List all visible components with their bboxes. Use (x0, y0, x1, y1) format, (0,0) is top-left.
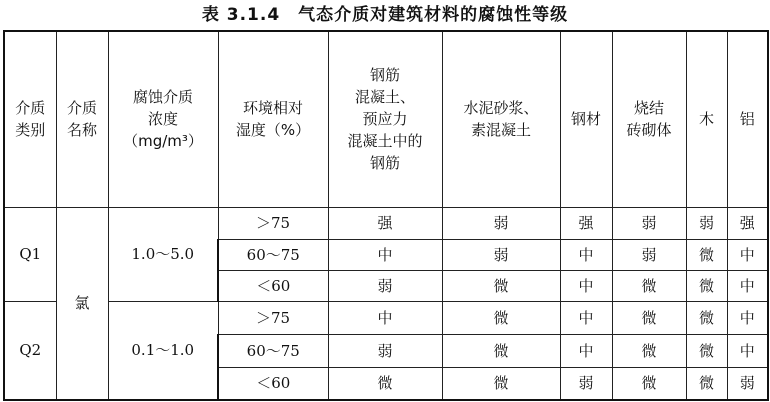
concentration-cell: 1.0～5.0 (108, 207, 218, 301)
medium-class-cell: Q1 (4, 207, 56, 301)
grade-cell: 中 (328, 301, 442, 334)
corrosion-grade-table (3, 30, 769, 401)
humidity-cell: 60～75 (218, 239, 328, 270)
grade-cell: 微 (686, 334, 727, 367)
header-humidity: 环境相对 湿度（%） (218, 31, 328, 207)
grade-cell: 微 (686, 270, 727, 301)
grade-cell: 微 (612, 301, 686, 334)
grade-cell: 弱 (727, 367, 768, 400)
grade-cell: 中 (560, 239, 612, 270)
grade-cell: 弱 (328, 334, 442, 367)
humidity-cell: ＜60 (218, 367, 328, 400)
table-row (4, 207, 768, 239)
grade-cell: 中 (560, 301, 612, 334)
header-rebar-concrete: 钢筋 混凝土、 预应力 混凝土中的 钢筋 (328, 31, 442, 207)
grade-cell: 微 (442, 270, 560, 301)
grade-cell: 弱 (686, 207, 727, 239)
grade-cell: 微 (686, 301, 727, 334)
grade-cell: 弱 (560, 367, 612, 400)
header-row (4, 31, 768, 207)
grade-cell: 微 (442, 334, 560, 367)
grade-cell: 微 (686, 239, 727, 270)
header-wood: 木 (686, 31, 727, 207)
humidity-cell: ＞75 (218, 301, 328, 334)
header-medium-name: 介质 名称 (56, 31, 108, 207)
grade-cell: 微 (442, 301, 560, 334)
grade-cell: 中 (560, 270, 612, 301)
grade-cell: 弱 (442, 239, 560, 270)
grade-cell: 中 (727, 301, 768, 334)
grade-cell: 弱 (328, 270, 442, 301)
table-title: 表 3.1.4 气态介质对建筑材料的腐蚀性等级 (201, 5, 569, 25)
grade-cell: 微 (442, 367, 560, 400)
grade-cell: 弱 (612, 207, 686, 239)
grade-cell: 中 (727, 239, 768, 270)
grade-cell: 中 (727, 270, 768, 301)
header-aluminum: 铝 (727, 31, 768, 207)
concentration-cell: 0.1～1.0 (108, 301, 218, 400)
medium-class-cell: Q2 (4, 301, 56, 400)
humidity-cell: ＜60 (218, 270, 328, 301)
grade-cell: 微 (686, 367, 727, 400)
grade-cell: 中 (560, 334, 612, 367)
grade-cell: 强 (560, 207, 612, 239)
grade-cell: 中 (328, 239, 442, 270)
grade-cell: 强 (328, 207, 442, 239)
header-concentration: 腐蚀介质 浓度 （mg/m³） (108, 31, 218, 207)
header-brick: 烧结 砖砌体 (612, 31, 686, 207)
medium-name-cell: 氯 (56, 207, 108, 400)
grade-cell: 强 (727, 207, 768, 239)
table-row (4, 301, 768, 334)
humidity-cell: ＞75 (218, 207, 328, 239)
humidity-cell: 60～75 (218, 334, 328, 367)
grade-cell: 微 (612, 270, 686, 301)
grade-cell: 微 (612, 367, 686, 400)
grade-cell: 弱 (612, 239, 686, 270)
header-cement-mortar: 水泥砂浆、 素混凝土 (442, 31, 560, 207)
header-steel: 钢材 (560, 31, 612, 207)
header-medium-class: 介质 类别 (4, 31, 56, 207)
grade-cell: 微 (612, 334, 686, 367)
grade-cell: 中 (727, 334, 768, 367)
grade-cell: 弱 (442, 207, 560, 239)
grade-cell: 微 (328, 367, 442, 400)
